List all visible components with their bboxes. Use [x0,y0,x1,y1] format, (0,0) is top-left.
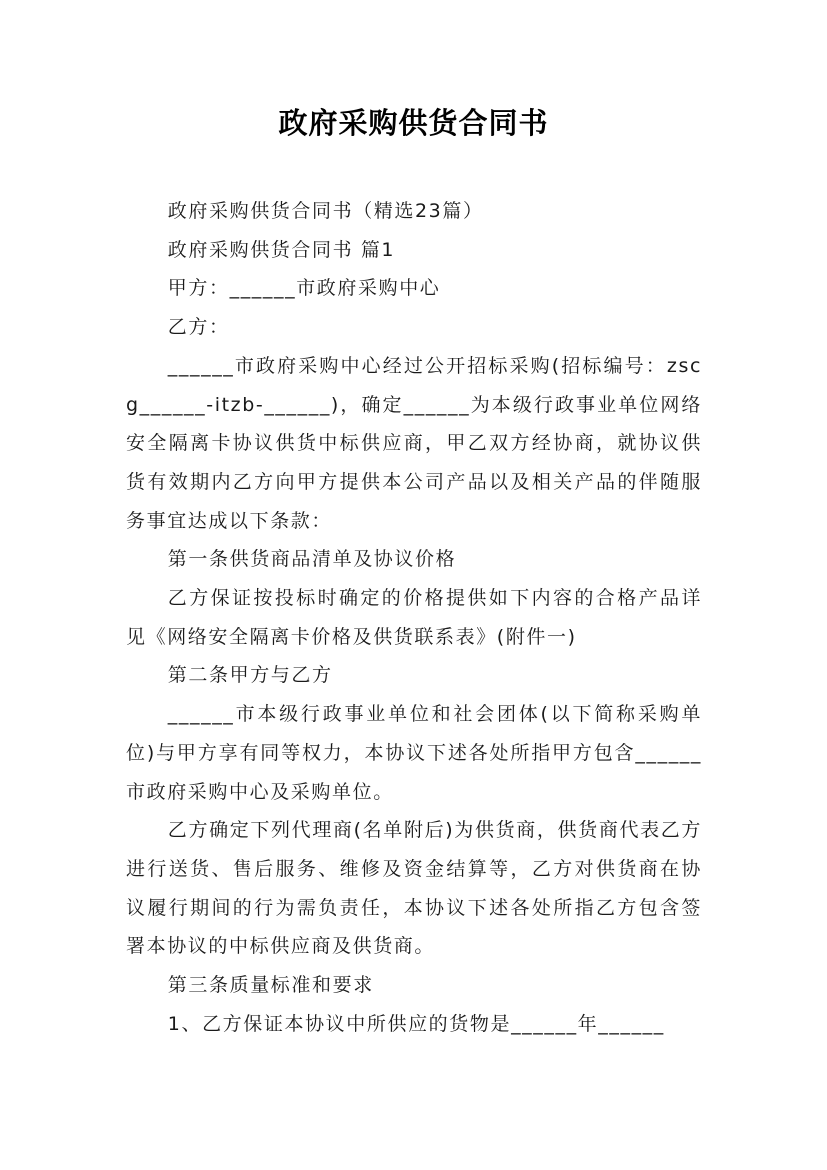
paragraph-section-heading: 政府采购供货合同书 篇1 [167,238,396,261]
paragraph-preamble: ______市政府采购中心经过公开招标采购(招标编号：zscg______-itzb-______)，确定______为本级行政事业单位网络安全隔离卡协议供货中标供应商，甲乙双方经协商，就协议供货有效期内乙方向甲方提供本公司产品以及相关产品的伴随服务事宜达成以下条款： [126,354,702,532]
paragraph-party-a: 甲方：______市政府采购中心 [167,277,441,300]
paragraph-article-3-item-1: 1、乙方保证本协议中所供应的货物是______年______ [167,1012,665,1035]
paragraph-article-2-body-2: 乙方确定下列代理商(名单附后)为供货商，供货商代表乙方进行送货、售后服务、维修及资金结算等，乙方对供货商在协议履行期间的行为需负责任，本协议下述各处所指乙方包含签署本协议的中标供应商及供货商。 [126,819,702,958]
document-title: 政府采购供货合同书 [278,106,549,140]
paragraph-article-3-heading: 第三条质量标准和要求 [167,974,374,997]
paragraph-article-1-heading: 第一条供货商品清单及协议价格 [167,548,457,571]
paragraph-subtitle: 政府采购供货合同书（精选23篇） [167,200,484,222]
paragraph-article-1-body: 乙方保证按投标时确定的价格提供如下内容的合格产品详见《网络安全隔离卡价格及供货联系表》(附件一) [126,587,702,648]
document-body [126,192,702,1043]
paragraph-article-2-heading: 第二条甲方与乙方 [167,664,333,687]
paragraph-party-b: 乙方： [167,316,230,339]
paragraph-article-2-body-1: ______市本级行政事业单位和社会团体(以下简称采购单位)与甲方享有同等权力，本协议下述各处所指甲方包含______市政府采购中心及采购单位。 [126,703,702,803]
